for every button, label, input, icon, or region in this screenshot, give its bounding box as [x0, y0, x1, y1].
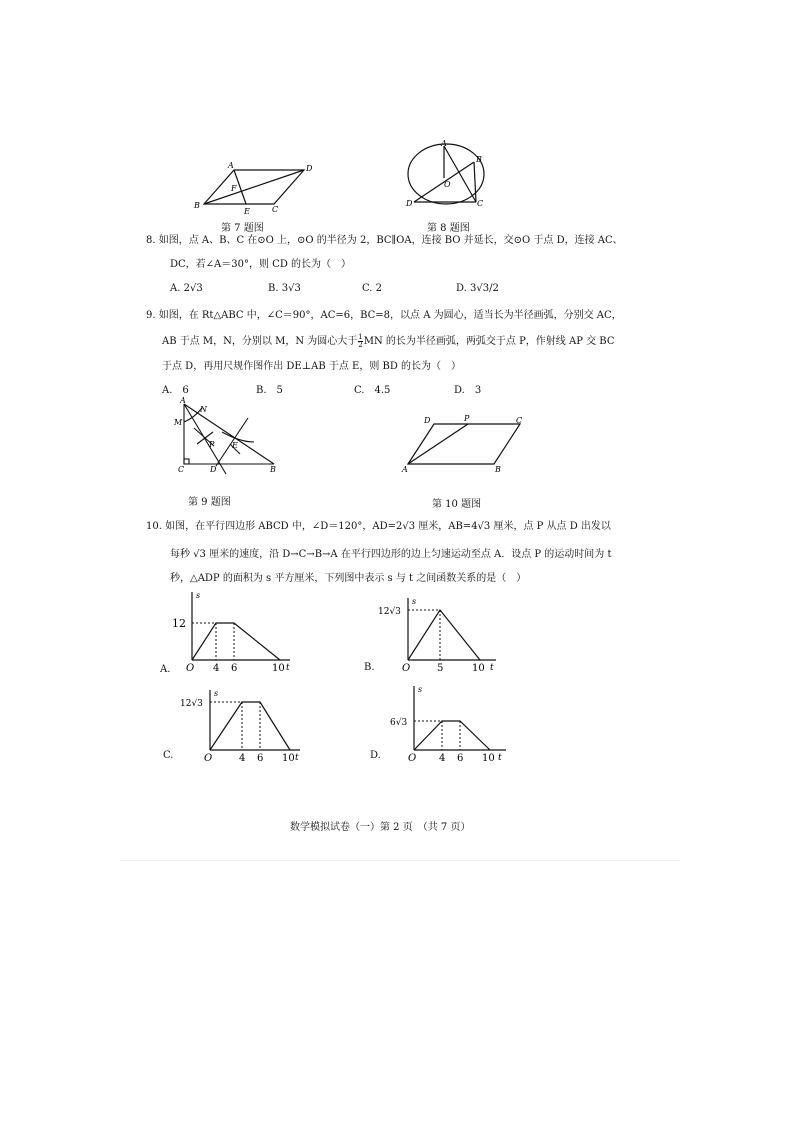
- graph-a-letter: A.: [160, 664, 171, 675]
- graph-c-y-tick: 12√3: [180, 699, 203, 709]
- fig7-label-D: D: [306, 164, 313, 173]
- q9-line3: 于点 D，再用尺规作图作出 DE⊥AB 于点 E，则 BD 的长为（ ）: [162, 361, 462, 372]
- graph-d-x-tick-2: 6: [457, 753, 464, 764]
- fig8-label-B: B: [476, 155, 482, 164]
- graph-d-y-tick: 6√3: [390, 718, 408, 728]
- fig9-label-C: C: [178, 465, 185, 474]
- graph-a-y-tick: 12: [172, 617, 186, 630]
- graph-a-t-label: t: [286, 663, 290, 673]
- graph-b-y-tick: 12√3: [378, 607, 401, 617]
- q8-option-a: A. 2√3: [170, 283, 203, 294]
- fig9-label-M: M: [174, 418, 183, 427]
- fig7-caption: 第 7 题图: [221, 223, 264, 234]
- graph-a: [168, 588, 298, 674]
- fig7-label-A: A: [228, 161, 234, 170]
- graph-d-x-tick-3: 10: [482, 753, 495, 764]
- q10-line1: 10. 如图，在平行四边形 ABCD 中，∠D＝120°，AD=2√3 厘米，AB=4√3 厘米，点 P 从点 D 出发以: [146, 521, 611, 532]
- graph-d-x-tick-1: 4: [439, 753, 446, 764]
- graph-d: [388, 684, 512, 764]
- graph-b: [376, 596, 500, 674]
- q8-option-b: B. 3√3: [268, 283, 301, 294]
- figure-10: [398, 412, 528, 478]
- fig9-label-E: E: [232, 441, 238, 450]
- graph-c-s-label: s: [214, 689, 219, 698]
- graph-c: [180, 688, 304, 764]
- q8-line1: 8. 如图，点 A、B、C 在⊙O 上，⊙O 的半径为 2，BC∥OA，连接 BO 并延长，交⊙O 于点 D，连接 AC、: [146, 235, 623, 246]
- graph-a-x-tick-3: 10: [272, 663, 285, 674]
- fig10-label-B: B: [495, 465, 501, 474]
- q8-line2: DC，若∠A＝30°，则 CD 的长为（ ）: [170, 259, 352, 270]
- fig9-label-B: B: [270, 465, 276, 474]
- graph-d-letter: D.: [370, 750, 381, 761]
- graph-d-t-label: t: [498, 753, 502, 763]
- graph-a-origin: O: [186, 663, 195, 674]
- page-divider: [120, 860, 680, 861]
- fig9-label-D: D: [210, 465, 217, 474]
- fig7-label-C: C: [272, 205, 279, 214]
- graph-c-x-tick-1: 4: [239, 753, 246, 764]
- page-footer: 数学模拟试卷（一）第 2 页 （共 7 页）: [290, 822, 471, 833]
- figure-9: [170, 396, 285, 476]
- figure-7: [190, 160, 330, 220]
- graph-c-letter: C.: [163, 750, 174, 761]
- q9-line2: AB 于点 M，N，分别以 M，N 为圆心大于 $\frac{1}{2}$ MN 的长为半径画弧，两弧交于点 P，作射线 AP 交 BC: [162, 333, 615, 349]
- fig7-label-F: F: [231, 184, 237, 193]
- fig10-label-C: C: [516, 416, 523, 425]
- fig8-label-A: A: [441, 140, 447, 148]
- graph-b-origin: O: [402, 663, 411, 674]
- graph-b-x-tick-1: 5: [437, 663, 444, 674]
- graph-b-s-label: s: [412, 597, 417, 606]
- q9-fraction: $\frac{1}{2}$: [358, 333, 363, 349]
- q10-line3: 秒，△ADP 的面积为 s 平方厘米，下列图中表示 s 与 t 之间函数关系的是（ ）: [170, 573, 527, 584]
- fig8-label-C: C: [477, 199, 484, 208]
- graph-c-t-label: t: [295, 753, 299, 763]
- q9-option-d: D. 3: [454, 385, 482, 396]
- fig9-label-A: A: [180, 396, 186, 405]
- q9-option-b: B. 5: [256, 385, 283, 396]
- graph-c-origin: O: [204, 753, 213, 764]
- q10-line2: 每秒 √3 厘米的速度，沿 D→C→B→A 在平行四边形的边上匀速运动至点 A．设点 P 的运动时间为 t: [170, 549, 612, 560]
- graph-d-s-label: s: [418, 685, 423, 694]
- fig9-label-N: N: [200, 405, 207, 414]
- q8-option-c: C. 2: [362, 283, 383, 294]
- q9-line1: 9. 如图，在 Rt△ABC 中，∠C＝90°，AC=6，BC=8，以点 A 为圆心，适当长为半径画弧，分别交 AC，: [146, 310, 622, 321]
- fig8-label-O: O: [444, 180, 451, 189]
- graph-a-x-tick-2: 6: [231, 663, 238, 674]
- graph-d-origin: O: [408, 753, 417, 764]
- q9-option-c: C. 4.5: [354, 385, 391, 396]
- fig10-label-D: D: [424, 416, 431, 425]
- fig9-caption: 第 9 题图: [188, 497, 231, 508]
- graph-c-x-tick-2: 6: [257, 753, 264, 764]
- q9-option-a: A. 6: [162, 385, 189, 396]
- graph-b-letter: B.: [364, 662, 375, 673]
- q8-option-d: D. 3√3/2: [456, 283, 499, 294]
- graph-b-x-tick-2: 10: [472, 663, 485, 674]
- fig7-label-B: B: [194, 201, 200, 210]
- graph-a-x-tick-1: 4: [213, 663, 220, 674]
- graph-a-s-label: s: [196, 591, 201, 600]
- fig7-label-E: E: [244, 207, 250, 216]
- graph-c-x-tick-3: 10: [282, 753, 295, 764]
- fig9-label-P: P: [209, 440, 215, 449]
- fig8-label-D: D: [406, 199, 413, 208]
- fig8-caption: 第 8 题图: [427, 223, 470, 234]
- fig10-label-A: A: [402, 465, 408, 474]
- fig10-label-P: P: [464, 414, 470, 423]
- fig10-caption: 第 10 题图: [432, 499, 482, 510]
- graph-b-t-label: t: [490, 663, 494, 673]
- figure-8: [402, 140, 492, 210]
